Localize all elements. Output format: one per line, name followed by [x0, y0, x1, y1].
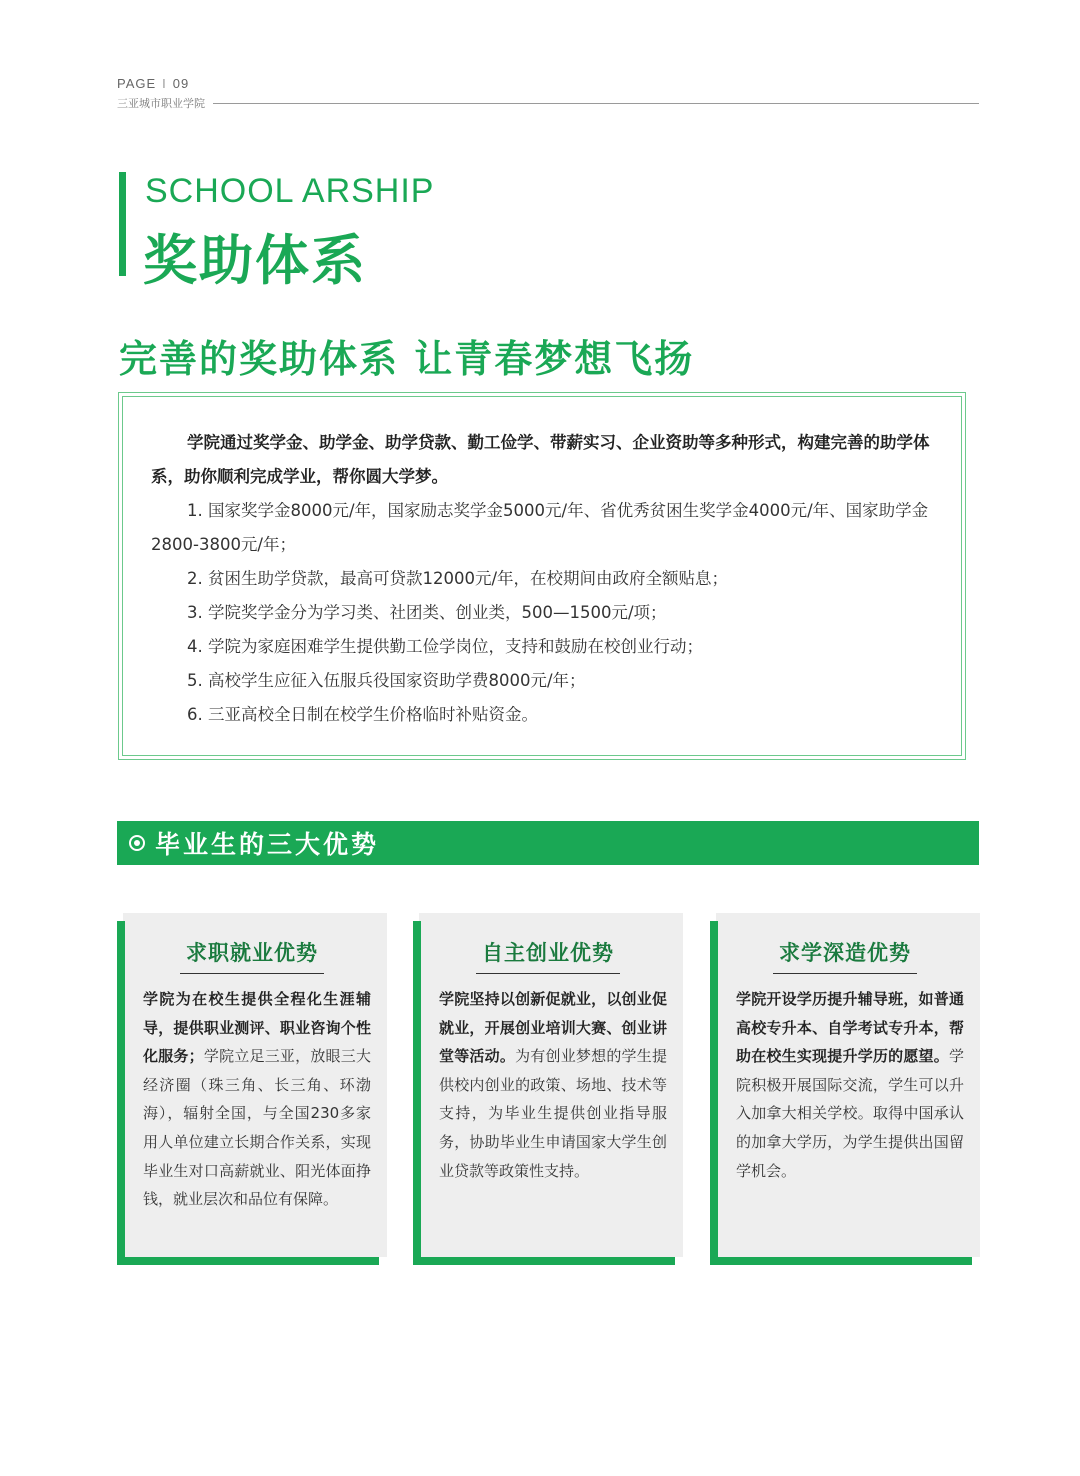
section-title: 毕业生的三大优势 — [155, 830, 380, 859]
card-bottom-accent — [117, 1257, 379, 1265]
card-body-bold: 学院开设学历提升辅导班，如普通高校专升本、自学考试专升本，帮助在校生实现提升学历的愿望。 — [736, 990, 964, 1066]
header-divider — [213, 103, 979, 104]
card-body — [143, 985, 371, 1214]
scholarship-info-inner — [122, 396, 962, 756]
info-item: 3. 学院奖学金分为学习类、社团类、创业类，500—1500元/项； — [187, 603, 667, 622]
card-title-wrap — [710, 937, 980, 974]
advantage-card-entrepreneurship — [413, 913, 683, 1265]
page-title: 奖助体系 — [143, 229, 367, 292]
card-title: 求学深造优势 — [773, 937, 917, 974]
page-subtitle: 完善的奖助体系 让青春梦想飞扬 — [119, 337, 695, 381]
page-separator: I — [162, 76, 167, 91]
card-body-bold: 学院为在校生提供全程化生涯辅导，提供职业测评、职业咨询个性化服务； — [143, 990, 371, 1066]
info-item: 1. 国家奖学金8000元/年，国家励志奖学金5000元/年、省优秀贫困生奖学金4000元/年、国家助学金2800-3800元/年； — [151, 501, 929, 554]
advantage-card-employment — [117, 913, 387, 1265]
school-name: 三亚城市职业学院 — [117, 97, 205, 110]
card-bottom-accent — [710, 1257, 972, 1265]
card-body-bold: 学院坚持以创新促就业，以创业促就业，开展创业培训大赛、创业讲堂等活动。 — [439, 990, 667, 1066]
card-title-wrap — [117, 937, 387, 974]
header-school-row — [117, 95, 979, 111]
info-item: 4. 学院为家庭困难学生提供勤工俭学岗位，支持和鼓励在校创业行动； — [187, 637, 703, 656]
advantage-card-further-study — [710, 913, 980, 1265]
page-number-line — [117, 76, 979, 91]
card-title: 求职就业优势 — [180, 937, 324, 974]
card-body-text: 学院积极开展国际交流，学生可以升入加拿大相关学校。取得中国承认的加拿大学历，为学生提供出国留学机会。 — [736, 1047, 964, 1180]
card-title: 自主创业优势 — [476, 937, 620, 974]
info-intro: 学院通过奖学金、助学金、助学贷款、勤工俭学、带薪实习、企业资助等多种形式，构建完善的助学体系，助你顺利完成学业，帮你圆大学梦。 — [151, 433, 930, 486]
info-item: 5. 高校学生应征入伍服兵役国家资助学费8000元/年； — [187, 671, 586, 690]
card-body — [439, 985, 667, 1185]
card-title-wrap — [413, 937, 683, 974]
page-label: PAGE — [117, 76, 157, 91]
info-item: 6. 三亚高校全日制在校学生价格临时补贴资金。 — [187, 705, 538, 724]
card-body-text: 为有创业梦想的学生提供校内创业的政策、场地、技术等支持，为毕业生提供创业指导服务，协助毕业生申请国家大学生创业贷款等政策性支持。 — [439, 1047, 667, 1180]
card-body-text: 学院立足三亚，放眼三大经济圈（珠三角、长三角、环渤海），辐射全国，与全国230多家用人单位建立长期合作关系，实现毕业生对口高薪就业、阳光体面挣钱，就业层次和品位有保障。 — [143, 1047, 371, 1209]
card-bottom-accent — [413, 1257, 675, 1265]
page-header — [117, 76, 979, 116]
radio-dot-icon — [129, 835, 145, 851]
card-body — [736, 985, 964, 1185]
info-item: 2. 贫困生助学贷款，最高可贷款12000元/年，在校期间由政府全额贴息； — [187, 569, 729, 588]
title-english: SCHOOL ARSHIP — [145, 172, 435, 210]
scholarship-info-box — [118, 392, 966, 760]
title-accent-bar — [119, 172, 126, 276]
section-header-bar — [117, 821, 979, 865]
page-number: 09 — [172, 76, 190, 91]
